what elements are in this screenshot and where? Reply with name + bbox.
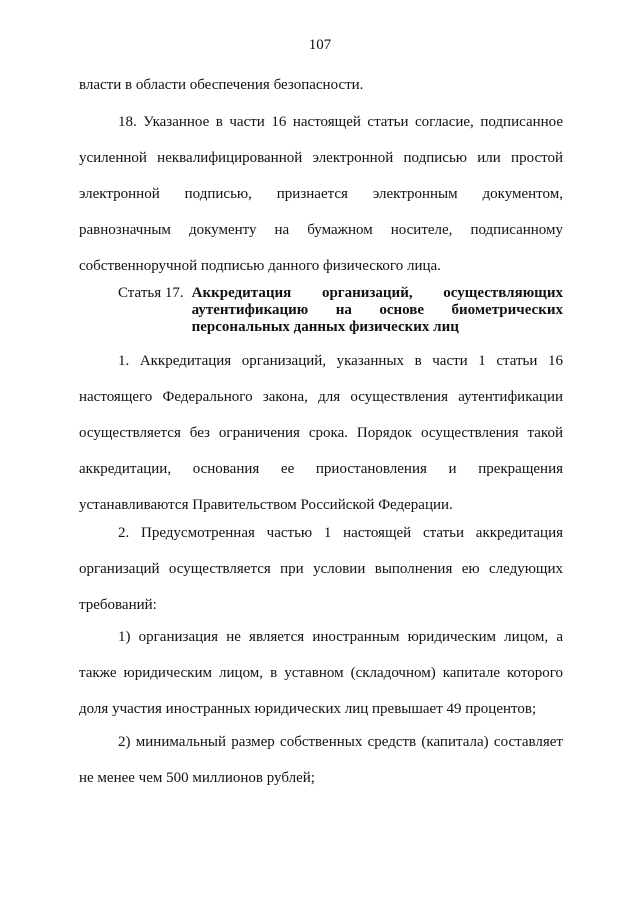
article-17-heading xyxy=(118,285,563,336)
text-line: доля участия иностранных юридических лиц превышает 49 процентов; xyxy=(79,701,537,717)
text-line: 1. Аккредитация организаций, указанных в части 1 статьи 16 xyxy=(118,353,563,369)
article-label: Статья 17. xyxy=(118,285,184,301)
text-line: электронной подписью, признается электронным документом, xyxy=(79,186,563,202)
text-line: 18. Указанное в части 16 настоящей статьи согласие, подписанное xyxy=(118,114,563,130)
text-line: 1) организация не является иностранным юридическим лицом, а xyxy=(118,629,563,645)
text-line: устанавливаются Правительством Российской Федерации. xyxy=(79,497,453,513)
text-line: 2. Предусмотренная частью 1 настоящей статьи аккредитация xyxy=(118,525,563,541)
text-line: 2) минимальный размер собственных средств (капитала) составляет xyxy=(118,734,563,750)
text-line: равнозначным документу на бумажном носителе, подписанному xyxy=(79,222,563,238)
title-line: персональных данных физических лиц xyxy=(191,319,459,335)
title-line: Аккредитация организаций, осуществляющих xyxy=(191,285,563,301)
text-line: собственноручной подписью данного физического лица. xyxy=(79,258,441,274)
text-line: осуществляется без ограничения срока. Порядок осуществления такой xyxy=(79,425,563,441)
paragraph-1 xyxy=(79,352,563,514)
text-line: настоящего Федерального закона, для осуществления аутентификации xyxy=(79,389,563,405)
text-line: требований: xyxy=(79,597,157,613)
text-line: организаций осуществляется при условии выполнения ею следующих xyxy=(79,561,563,577)
article-title xyxy=(192,285,563,336)
page-number: 107 xyxy=(308,37,332,53)
list-item-2 xyxy=(79,733,563,787)
paragraph-18 xyxy=(79,113,563,275)
title-line: аутентификацию на основе биометрических xyxy=(191,302,563,318)
text-line: власти в области обеспечения безопасности. xyxy=(79,77,364,93)
paragraph-2 xyxy=(79,524,563,614)
text-line: аккредитации, основания ее приостановления и прекращения xyxy=(79,461,563,477)
list-item-1 xyxy=(79,628,563,718)
intro-text xyxy=(79,76,563,94)
text-line: усиленной неквалифицированной электронной подписью или простой xyxy=(79,150,563,166)
text-line: также юридическим лицом, в уставном (складочном) капитале которого xyxy=(79,665,563,681)
text-line: не менее чем 500 миллионов рублей; xyxy=(79,770,315,786)
